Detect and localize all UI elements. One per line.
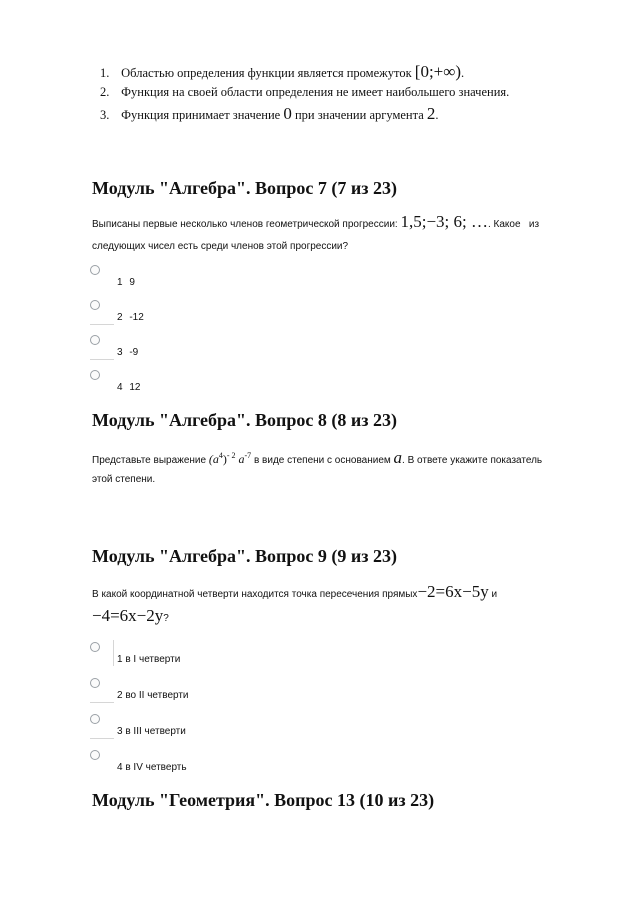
q8-heading: Модуль "Алгебра". Вопрос 8 (8 из 23) — [92, 410, 397, 430]
list-suffix: . — [435, 108, 439, 122]
q9-option-3-label: 3 в III четверти — [117, 726, 186, 737]
q9-option-3[interactable] — [90, 714, 210, 744]
q8-text-a: Представьте выражение — [92, 455, 207, 466]
radio-frame — [113, 640, 114, 666]
q9-text-c: ? — [163, 613, 169, 624]
q13-heading: Модуль "Геометрия". Вопрос 13 (10 из 23) — [92, 790, 435, 810]
radio-icon[interactable] — [90, 642, 100, 652]
radio-icon[interactable] — [90, 678, 100, 688]
radio-icon[interactable] — [90, 370, 100, 380]
radio-icon[interactable] — [90, 335, 100, 345]
intro-list-item-3 — [100, 104, 439, 124]
list-text: Областью определения функции является промежуток — [121, 66, 412, 80]
q7-text-b: . Какое из — [487, 219, 540, 230]
list-number: 1. — [100, 66, 110, 80]
radio-icon[interactable] — [90, 265, 100, 275]
q7-option-3-label: 3 -9 — [117, 347, 139, 358]
q9-text-a: В какой координатной четверти находится точка пересечения прямых — [92, 589, 418, 600]
q7-progression-math: 1,5;−3; 6; … — [400, 212, 488, 231]
q8-text-line-1 — [92, 448, 542, 468]
interval-math: [0;+∞) — [414, 62, 462, 81]
q7-option-4-label: 4 12 — [117, 382, 141, 393]
radio-icon[interactable] — [90, 750, 100, 760]
q7-option-3[interactable] — [90, 335, 210, 365]
radio-frame — [90, 702, 114, 703]
list-suffix: . — [461, 66, 465, 80]
q9-heading: Модуль "Алгебра". Вопрос 9 (9 из 23) — [92, 546, 397, 566]
q9-option-1[interactable] — [90, 642, 210, 672]
q8-expression-math: $(a^4)^{- 2}$ $a^{-7}$ — [208, 451, 252, 466]
intro-list-item-1 — [100, 62, 464, 82]
list-text-mid: при значении аргумента — [294, 108, 424, 122]
q9-text-line-2 — [92, 606, 169, 626]
list-text: Функция на своей области определения не имеет наибольшего значения. — [121, 85, 510, 99]
radio-frame — [90, 324, 114, 325]
radio-frame — [90, 738, 114, 739]
q8-text-b: в виде степени с основанием — [253, 455, 391, 466]
q9-option-4-label: 4 в IV четверть — [117, 762, 187, 773]
q8-text-line-2: этой степени. — [92, 474, 156, 485]
q7-text-line-1 — [92, 212, 539, 232]
q9-line2-math: −4=6x−2y — [92, 606, 164, 625]
list-text: Функция принимает значение — [121, 108, 281, 122]
q7-option-4[interactable] — [90, 370, 210, 400]
q9-option-2[interactable] — [90, 678, 210, 708]
q8-base-var: a — [393, 448, 403, 467]
q9-line1-math: −2=6x−5y — [417, 582, 489, 601]
radio-frame — [90, 359, 114, 360]
q9-text-b: и — [491, 589, 498, 600]
q7-option-2[interactable] — [90, 300, 210, 330]
intro-list-item-2 — [100, 85, 509, 100]
q9-option-4[interactable] — [90, 750, 210, 780]
argument-math: 2 — [426, 104, 436, 123]
q9-option-2-label: 2 во II четверти — [117, 690, 189, 701]
list-number: 3. — [100, 108, 110, 122]
q7-option-1-label: 1 9 — [117, 277, 135, 288]
q9-option-1-label: 1 в I четверти — [117, 654, 181, 665]
q8-text-c: . В ответе укажите показатель — [402, 455, 543, 466]
list-number: 2. — [100, 85, 110, 99]
q7-option-1[interactable] — [90, 265, 210, 295]
q7-option-2-label: 2 -12 — [117, 312, 144, 323]
radio-icon[interactable] — [90, 300, 100, 310]
q7-heading: Модуль "Алгебра". Вопрос 7 (7 из 23) — [92, 178, 397, 198]
q7-text-line-2: следующих чисел есть среди членов этой прогрессии? — [92, 241, 349, 252]
value-math: 0 — [283, 104, 292, 123]
q7-text-a: Выписаны первые несколько членов геометрической прогрессии: — [92, 219, 398, 230]
q9-text-line-1 — [92, 582, 497, 602]
radio-icon[interactable] — [90, 714, 100, 724]
